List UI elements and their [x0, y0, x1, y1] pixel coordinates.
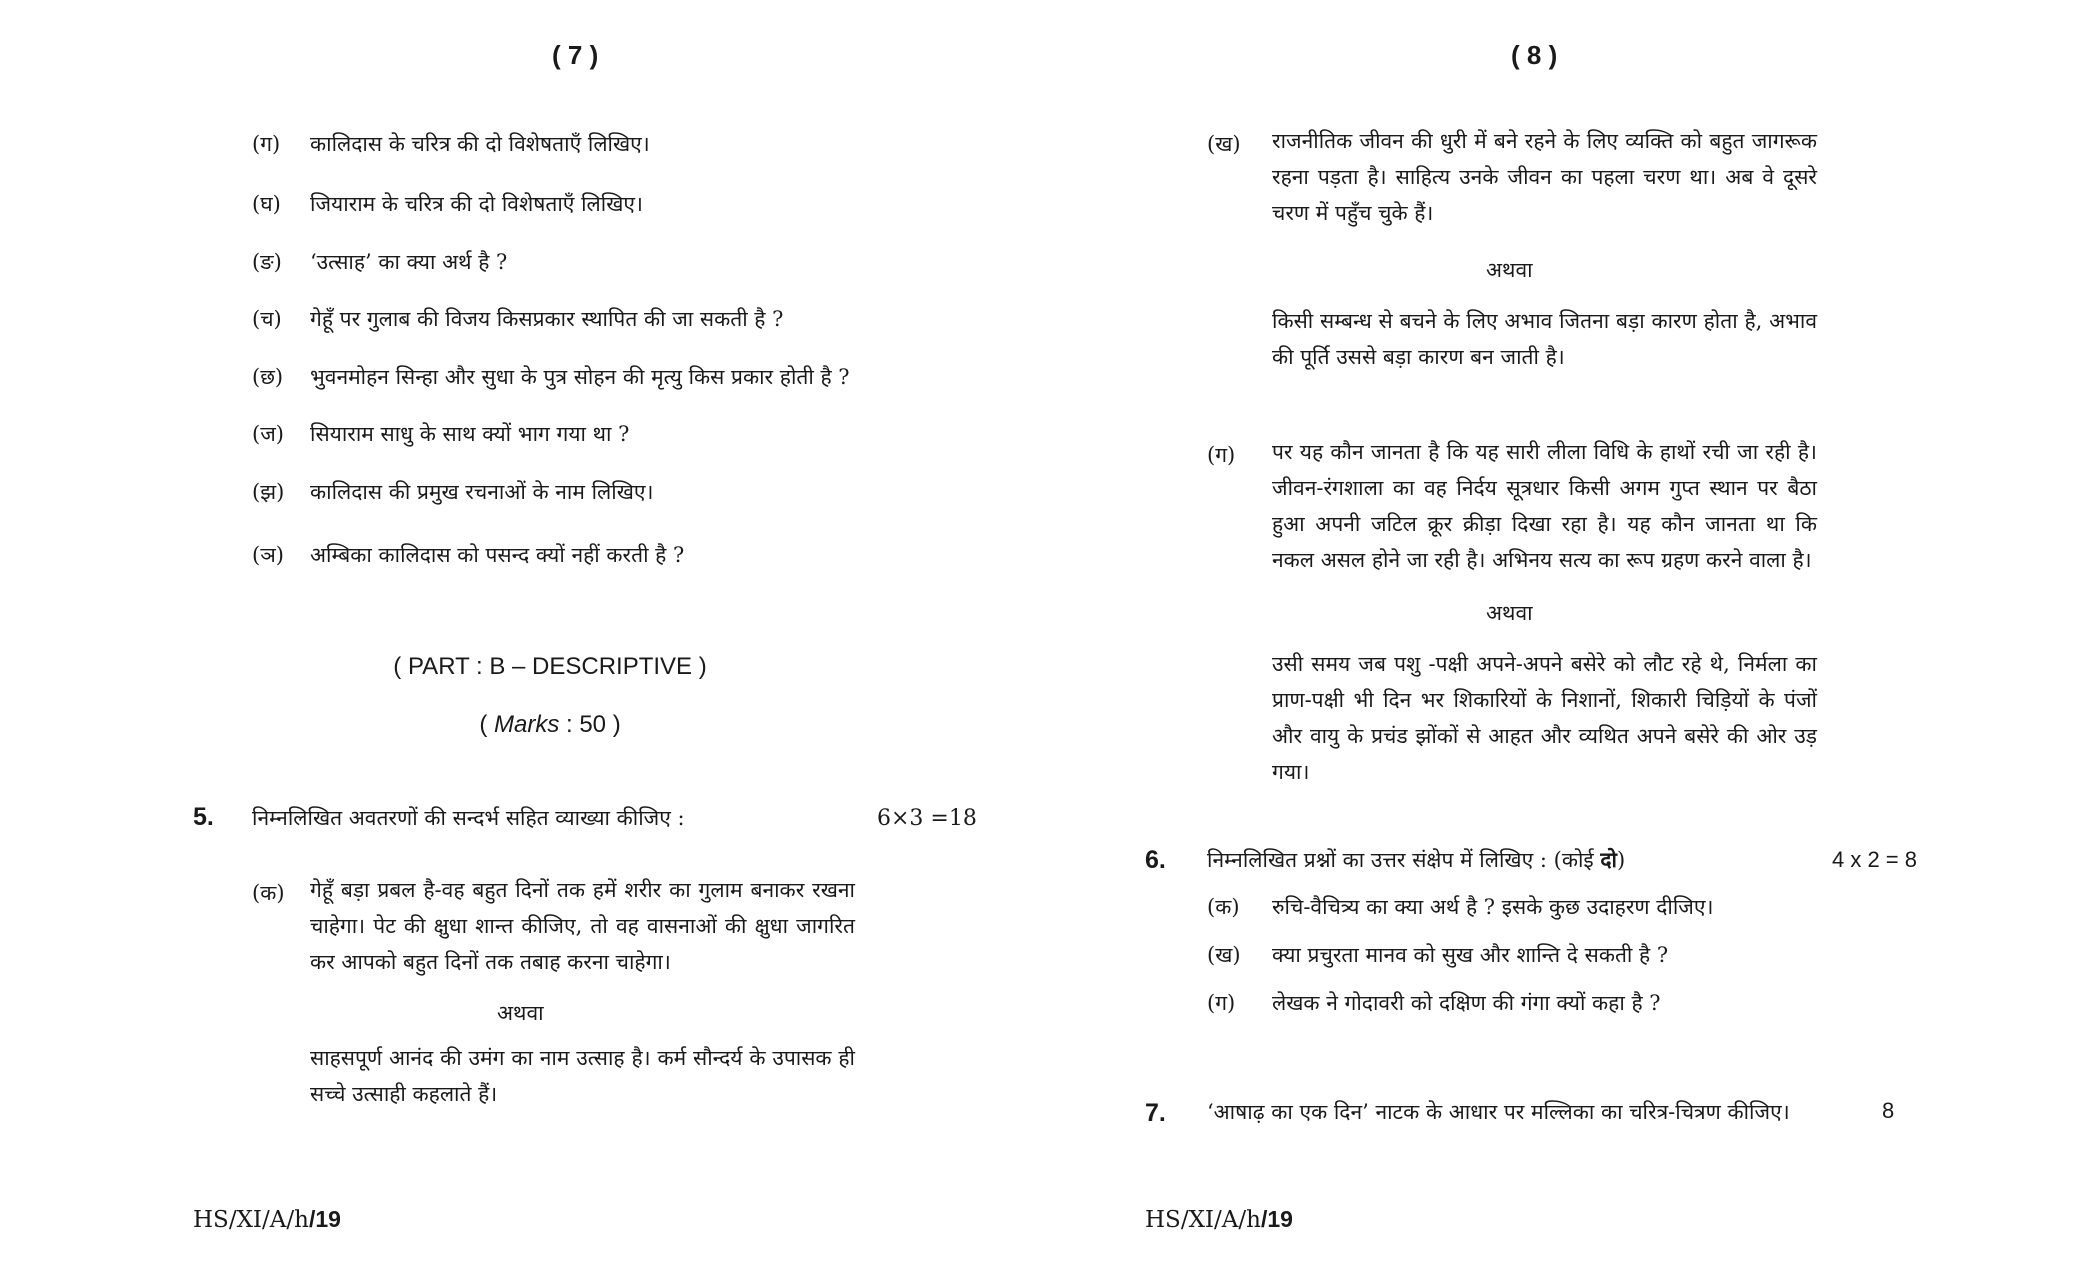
item-label: (घ): [252, 192, 281, 216]
item-text: कालिदास के चरित्र की दो विशेषताएँ लिखिए।: [310, 132, 650, 156]
passage-text: उसी समय जब पशु -पक्षी अपने-अपने बसेरे को लौट रहे थे, निर्मला का प्राण-पक्षी भी दिन भर शिकारियों के निशानों, शिकारी चिड़ियों के पंजों और वायु के प्रचंड झोंकों से आहत और व्यथित अपने बसेरे की ओर उड़ गया।: [1272, 652, 1817, 784]
athva-label: अथवा: [497, 1001, 544, 1025]
item-label: (ग): [252, 132, 281, 156]
item-label: (छ): [252, 365, 284, 389]
item-label: (ङ): [252, 250, 282, 274]
item-label: (ञ): [252, 543, 284, 567]
question-marks: 4 x 2 = 8: [1832, 847, 1918, 872]
list-item: [252, 363, 283, 391]
footer-code-suffix: /19: [308, 1206, 341, 1232]
item-text: जियाराम के चरित्र की दो विशेषताएँ लिखिए।: [310, 192, 643, 216]
marks-value: : 50 ): [559, 711, 621, 738]
item-label: (ग): [1207, 991, 1236, 1015]
footer-code-text: HS/XI/A/h: [1145, 1207, 1261, 1233]
athva-label: अथवा: [1486, 258, 1533, 282]
question-text: ‘आषाढ़ का एक दिन’ नाटक के आधार पर मल्लिका का चरित्र-चित्रण कीजिए।: [1207, 1100, 1790, 1124]
footer-code-suffix: /19: [1260, 1206, 1293, 1232]
item-text: क्या प्रचुरता मानव को सुख और शान्ति दे सकती है ?: [1272, 943, 1669, 967]
item-text: अम्बिका कालिदास को पसन्द क्यों नहीं करती है ?: [310, 543, 685, 567]
item-text: रुचि-वैचित्र्य का क्या अर्थ है ? इसके कुछ उदाहरण दीजिए।: [1272, 895, 1714, 919]
item-label: (ज): [252, 422, 284, 446]
item-label: (च): [252, 307, 282, 331]
list-item: [252, 305, 282, 333]
item-label: (ख): [1207, 943, 1241, 967]
footer-code-text: HS/XI/A/h: [193, 1207, 309, 1233]
page-number: ( 8 ): [1511, 40, 1558, 70]
question-marks: 8: [1882, 1098, 1895, 1123]
question-marks: 6×3 =18: [877, 806, 977, 831]
athva-label: अथवा: [1486, 601, 1533, 625]
list-item: [252, 190, 281, 218]
footer-code: [1145, 1206, 1293, 1233]
item-text: भुवनमोहन सिन्हा और सुधा के पुत्र सोहन की मृत्यु किस प्रकार होती है ?: [310, 365, 850, 389]
question-instruction: [1207, 842, 1625, 878]
list-item: [252, 248, 282, 276]
item-label: (झ): [252, 480, 285, 504]
part-heading: ( PART : B – DESCRIPTIVE ): [393, 653, 707, 680]
item-label: (क): [252, 881, 285, 905]
right-page: [1050, 0, 2100, 1275]
marks-heading: [0, 711, 1100, 739]
item-label: (क): [1207, 895, 1240, 919]
passage-text: किसी सम्बन्ध से बचने के लिए अभाव जितना बड़ा कारण होता है, अभाव की पूर्ति उससे बड़ा कारण बन जाती है।: [1272, 309, 1817, 369]
item-text: कालिदास की प्रमुख रचनाओं के नाम लिखिए।: [310, 480, 654, 504]
item-text: लेखक ने गोदावरी को दक्षिण की गंगा क्यों कहा है ?: [1272, 991, 1661, 1015]
list-item: [252, 541, 284, 569]
question-instruction: निम्नलिखित अवतरणों की सन्दर्भ सहित व्याख्या कीजिए :: [252, 806, 685, 830]
item-label: (ख): [1207, 132, 1241, 156]
passage-text: पर यह कौन जानता है कि यह सारी लीला विधि के हाथों रची जा रही है। जीवन-रंगशाला का वह निर्दय सूत्रधार किसी अगम गुप्त स्थान पर बैठा हुआ अपनी जटिल क्रूर क्रीड़ा दिखा रहा है। यह कौन जानता था कि नकल असल होने जा रही है। अभिनय सत्य का रूप ग्रहण करने वाला है।: [1272, 440, 1817, 572]
marks-open: (: [479, 711, 494, 738]
instruction-bold: दो: [1600, 847, 1617, 872]
question-number: 5.: [193, 803, 214, 831]
list-item: [252, 130, 280, 158]
passage-text: राजनीतिक जीवन की धुरी में बने रहने के लिए व्यक्ति को बहुत जागरूक रहना पड़ता है। साहित्य उनके जीवन का पहला चरण था। अब वे दूसरे चरण में पहुँच चुके हैं।: [1272, 129, 1817, 225]
passage-text: गेहूँ बड़ा प्रबल है-वह बहुत दिनों तक हमें शरीर का गुलाम बनाकर रखना चाहेगा। पेट की क्षुधा शान्त कीजिए, तो वह वासनाओं की क्षुधा जागरित कर आपको बहुत दिनों तक तबाह करना चाहेगा।: [310, 878, 855, 974]
item-text: सियाराम साधु के साथ क्यों भाग गया था ?: [310, 422, 630, 446]
page-number: ( 7 ): [552, 40, 599, 70]
passage-text: साहसपूर्ण आनंद की उमंग का नाम उत्साह है। कर्म सौन्दर्य के उपासक ही सच्चे उत्साही कहलाते हैं।: [310, 1046, 855, 1106]
item-label: (ग): [1207, 443, 1236, 467]
instruction-end: ): [1616, 848, 1626, 872]
list-item: [252, 478, 284, 506]
item-text: ‘उत्साह’ का क्या अर्थ है ?: [310, 250, 508, 274]
marks-word: Marks: [493, 711, 560, 738]
item-text: गेहूँ पर गुलाब की विजय किसप्रकार स्थापित की जा सकती है ?: [310, 307, 784, 331]
question-number: 7.: [1145, 1099, 1166, 1127]
question-number: 6.: [1145, 846, 1166, 874]
footer-code: [193, 1206, 341, 1233]
list-item: [252, 420, 284, 448]
instruction-text: निम्नलिखित प्रश्नों का उत्तर संक्षेप में लिखिए : (कोई: [1207, 848, 1601, 872]
